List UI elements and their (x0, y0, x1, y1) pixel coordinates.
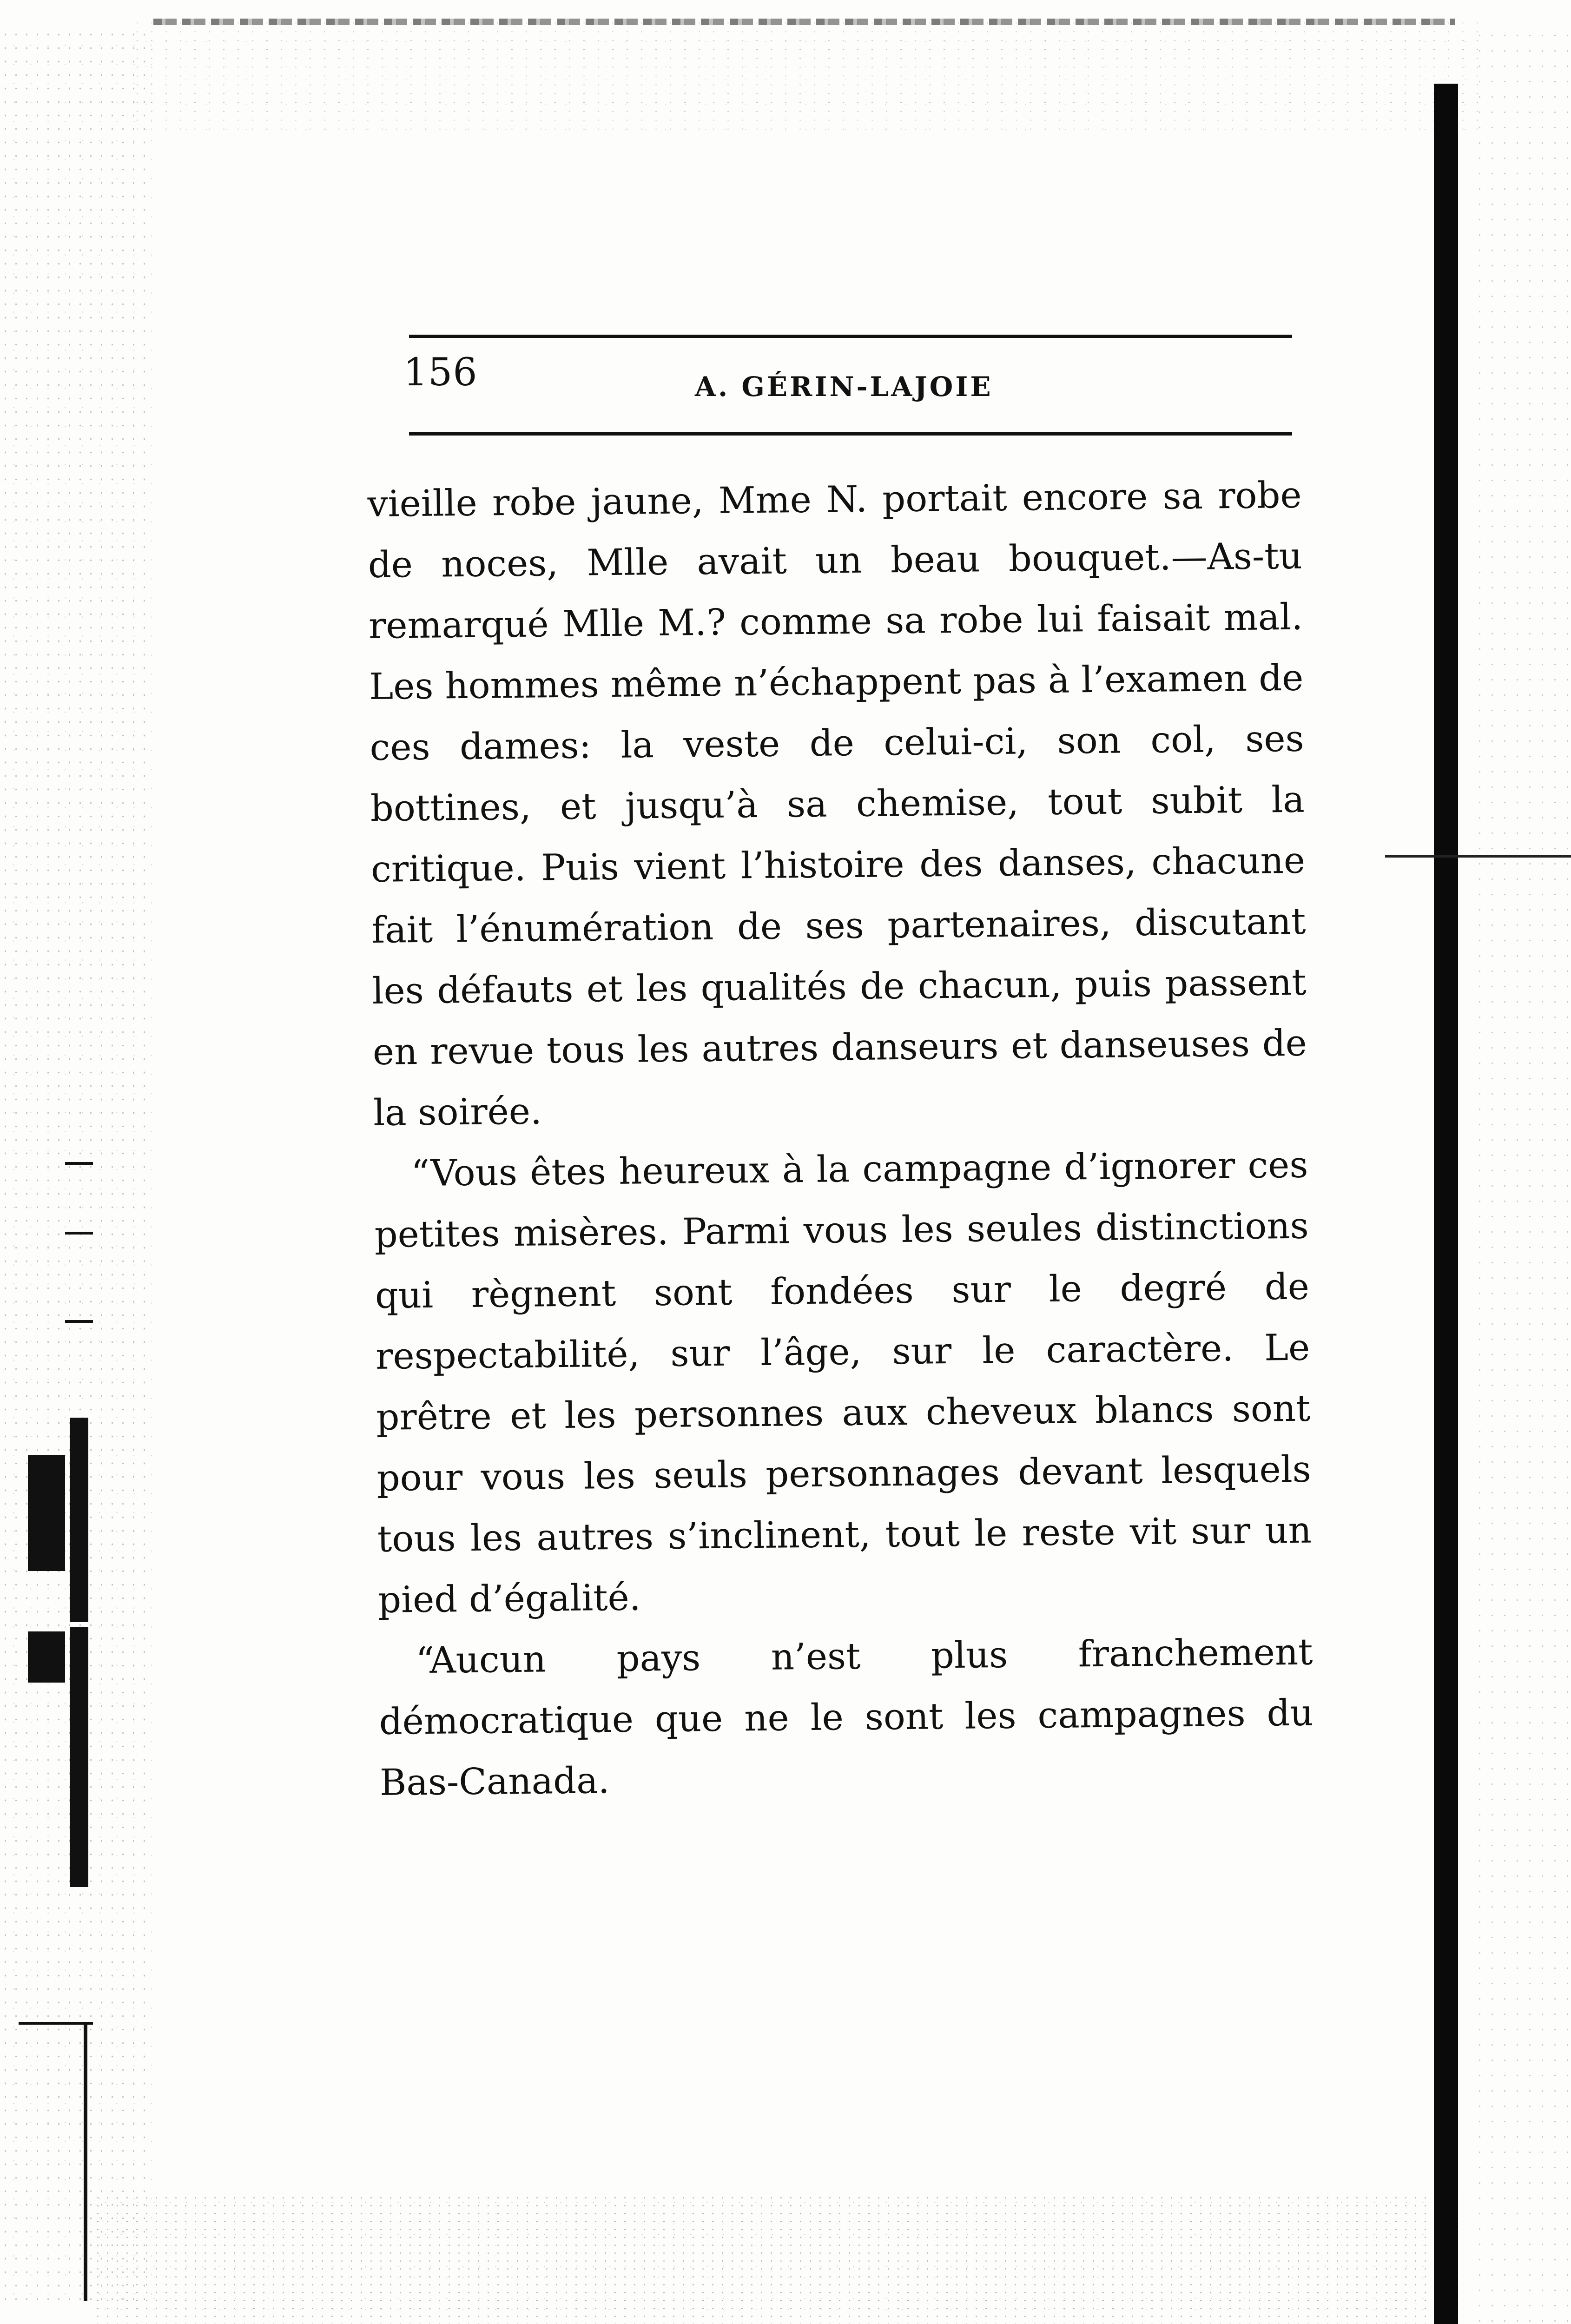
scan-noise-bottom (93, 2194, 1464, 2324)
margin-mark (28, 1455, 65, 1571)
margin-mark (70, 1418, 88, 1622)
paragraph: “Vous êtes heureux à la campagne d’ignorer ces petites misères. Parmi vous les seules distinctions qui règnent sont fondées sur le degré de respectabilité, sur l’âge, sur le caractère. Le prêtre et les personnes aux cheveux blancs sont pour vous les seuls personnages devant lesquels tous les autres s’inclinent, tout le reste vit sur un pied d’égalité. (374, 1144, 1312, 1621)
margin-mark (65, 1162, 93, 1165)
margin-line-right (1385, 855, 1571, 858)
scan-noise-left (0, 28, 153, 2305)
header-rule-top (409, 335, 1292, 338)
margin-mark (65, 1232, 93, 1235)
margin-mark (19, 2022, 93, 2025)
margin-mark (84, 2022, 87, 2301)
paragraph: vieille robe jaune, Mme N. portait encore sa robe de noces, Mlle avait un beau bouquet.—As-tu remarqué Mlle M.? comme sa robe lui faisait mal. Les hommes même n’échappent pas à l’examen de ces dames: la veste de celui-ci, son col, ses bottines, et jusqu’à sa chemise, tout subit la critique. Puis vient l’histoire des danses, chacune fait l’énumération de ses partenaires, discutant les défauts et les qualités de chacun, puis passent en revue tous les autres danseurs et danseuses de la soirée. (367, 474, 1307, 1134)
margin-mark (65, 1320, 93, 1323)
page-gutter-shadow (1434, 84, 1458, 2324)
body-text (367, 465, 1314, 1814)
running-head: A. GÉRIN-LAJOIE (695, 371, 993, 403)
scan-noise-right (1473, 28, 1571, 2324)
page-number: 156 (403, 350, 478, 395)
scan-top-edge (153, 19, 1455, 25)
paragraph: “Aucun pays n’est plus franchement démocratique que ne le sont les campagnes du Bas-Canada. (379, 1631, 1314, 1804)
scan-noise-top (130, 19, 1478, 130)
header-rule-bottom (409, 432, 1292, 436)
margin-mark (28, 1631, 65, 1683)
margin-mark (70, 1627, 88, 1887)
